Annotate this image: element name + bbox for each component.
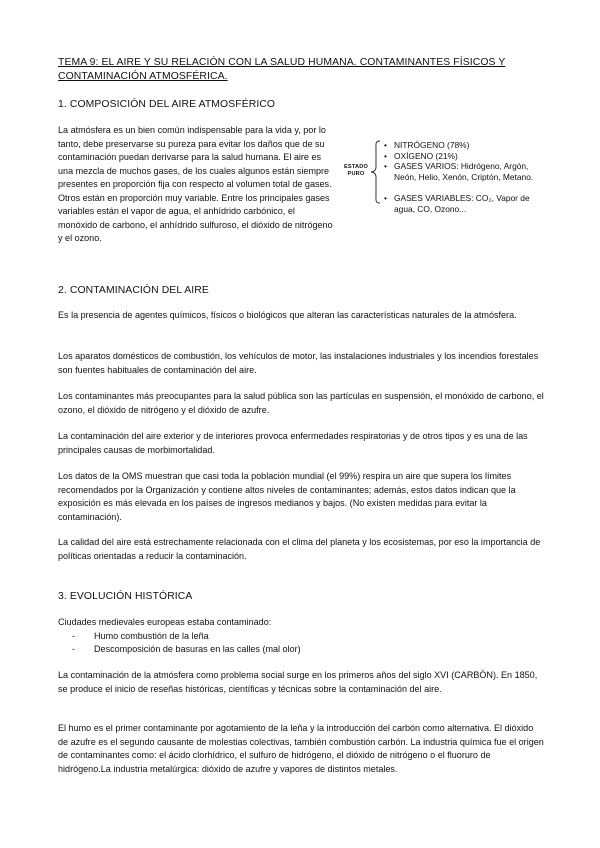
gas-item-oxygen: • OXÍGENO (21%)	[384, 151, 544, 162]
section-2-paragraph-2: Los aparatos domésticos de combustión, los vehículos de motor, las instalaciones industriales y los incendios forestales son fuentes habituales de contaminación del aire.	[58, 351, 539, 375]
section-1-heading: 1. COMPOSICIÓN DEL AIRE ATMOSFÉRICO	[58, 99, 276, 110]
section-3-heading: 3. EVOLUCIÓN HISTÓRICA	[58, 591, 193, 602]
document-title: TEMA 9: EL AIRE Y SU RELACIÓN CON LA SALUD HUMANA. CONTAMINANTES FÍSICOS Y CONTAMINACIÓN ATMOSFÉRICA.	[58, 57, 506, 82]
list-dash-icon: -	[72, 631, 76, 641]
gas-item-nitrogen: • NITRÓGENO (78%)	[384, 140, 544, 151]
section-2-paragraph-3: Los contaminantes más preocupantes para la salud pública son las partículas en suspensión, el monóxido de carbono, el ozono, el dióxido de nitrógeno y el dióxido de azufre.	[58, 391, 544, 415]
gas-item-variable: • GASES VARIABLES: CO₂, Vapor de agua, CO, Ozono...	[384, 193, 544, 214]
section-2-paragraph-5: Los datos de la OMS muestran que casi toda la población mundial (el 99%) respira un aire que supera los límites recomendados por la Organización y contiene altos niveles de contaminantes; además, estos datos indican que la exposición es más elevada en los países de ingresos medianos y bajos. (No existen medidas para evitar la contaminación).	[58, 471, 516, 522]
list-dash-icon: -	[72, 644, 76, 654]
section-2-paragraph-4: La contaminación del aire exterior y de interiores provoca enfermedades respiratorias y de otros tipos y es una de las principales causas de morbimortalidad.	[58, 431, 528, 455]
curly-brace-icon	[368, 140, 382, 204]
gas-item-various: • GASES VARIOS: Hidrógeno, Argón, Neón, Helio, Xenón, Criptón, Metano.	[384, 161, 544, 182]
list-item: Descomposición de basuras en las calles (mal olor)	[94, 644, 301, 654]
list-item: Humo combustión de la leña	[94, 631, 209, 641]
estado-puro-label: ESTADO PURO	[343, 164, 369, 177]
gas-composition-list	[384, 140, 544, 214]
section-1-paragraph: La atmósfera es un bien común indispensable para la vida y, por lo tanto, debe preservarse su pureza para evitar los daños que de su contaminación puedan derivarse para la salud humana. El aire es una mezcla de muchos gases, de los cuales algunos están siempre presentes en proporción fija con respecto al volumen total de gases. Otros están en proporción muy variable. Entre los principales gases variables están el vapor de agua, el anhídrido carbónico, el monóxido de carbono, el anhídrido sulfuroso, el dióxido de nitrógeno y el ozono.	[58, 125, 333, 244]
section-3-paragraph-1: La contaminación de la atmósfera como problema social surge en los primeros años del siglo XVI (CARBÓN). En 1850, se produce el inicio de reseñas históricas, científicas y técnicas sobre la contaminación del aire.	[58, 670, 538, 694]
section-3-paragraph-2: El humo es el primer contaminante por agotamiento de la leña y la introducción del carbón como alternativa. El dióxido de azufre es el segundo causante de molestias colectivas, también combustión carbón. La industria química fue el origen de contaminantes como: el ácido clorhídrico, el sulfuro de hidrógeno, el dióxido de nitrógeno o el fluoruro de hidrógeno.La industria metalúrgica: dióxido de azufre y vapores de distintos metales.	[58, 723, 544, 774]
section-2-paragraph-6: La calidad del aire está estrechamente relacionada con el clima del planeta y los ecosistemas, por eso la importancia de políticas orientadas a reducir la contaminación.	[58, 537, 541, 561]
section-2-heading: 2. CONTAMINACIÓN DEL AIRE	[58, 285, 209, 296]
section-2-paragraph-1: Es la presencia de agentes químicos, físicos o biológicos que alteran las características naturales de la atmósfera.	[58, 310, 517, 320]
section-3-intro: Ciudades medievales europeas estaba contaminado:	[58, 617, 272, 627]
